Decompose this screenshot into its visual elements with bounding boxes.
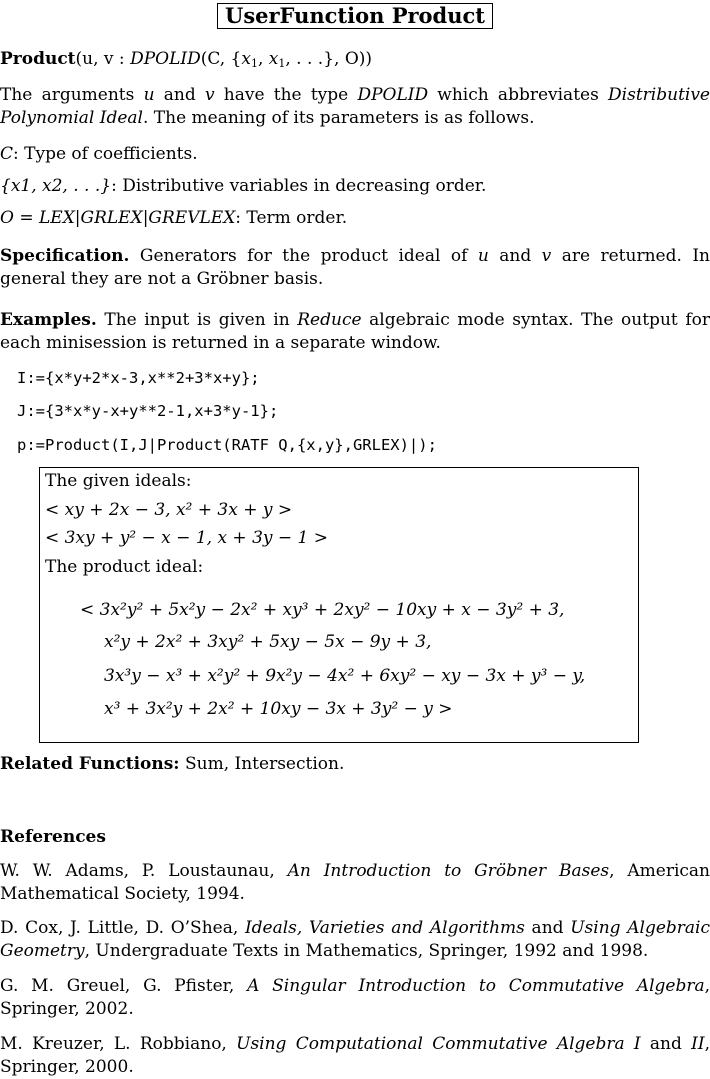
param-term-order: O = LEX|GRLEX|GREVLEX: Term order. <box>0 208 348 228</box>
product-ideal-label: The product ideal: <box>45 557 204 577</box>
function-signature <box>0 48 710 75</box>
related-label: Related Functions: <box>0 754 180 774</box>
ideal-2: < 3xy + y² − x − 1, x + 3y − 1 > <box>45 528 329 548</box>
code-line-1: I:={x*y+2*x-3,x**2+3*x+y}; <box>17 369 260 387</box>
specification-label: Specification. <box>0 246 130 266</box>
examples-label: Examples. <box>0 310 97 330</box>
code-line-2: J:={3*x*y-x+y**2-1,x+3*y-1}; <box>17 402 279 420</box>
ideal-1: < xy + 2x − 3, x² + 3x + y > <box>45 500 293 520</box>
page-title: UserFunction Product <box>217 3 493 29</box>
function-name: Product <box>0 49 76 69</box>
given-ideals-label: The given ideals: <box>45 471 192 491</box>
examples-paragraph: Examples. The input is given in Reduce algebraic mode syntax. The output for each minisession is returned in a separate window. <box>0 310 710 353</box>
signature-args: (u, v : DPOLID(C, {$x_1$, $x_1$, . . .}, O)) <box>75 49 373 70</box>
reference-2: D. Cox, J. Little, D. O’Shea, Ideals, Varieties and Algorithms and Using Algebraic Geometry, Undergraduate Texts in Mathematics, Springer, 1992 and 1998. <box>0 918 710 961</box>
product-line-3: 3x³y − x³ + x²y² + 9x²y − 4x² + 6xy² − xy − 3x + y³ − y, <box>104 666 586 686</box>
product-line-4: x³ + 3x²y + 2x² + 10xy − 3x + 3y² − y > <box>104 699 453 719</box>
references-heading: References <box>0 827 106 847</box>
specification-paragraph: Specification. Generators for the product ideal of u and v are returned. In general they are not a Gröbner basis. <box>0 246 710 289</box>
intro-paragraph: The arguments u and v have the type DPOLID which abbreviates Distributive Polynomial Ideal. The meaning of its parameters is as follows. <box>0 85 710 128</box>
product-line-2: x²y + 2x² + 3xy² + 5xy − 5x − 9y + 3, <box>104 632 432 652</box>
reference-3: G. M. Greuel, G. Pfister, A Singular Introduction to Commutative Algebra, Springer, 2002. <box>0 976 710 1019</box>
param-variables: {x1, x2, . . .}: Distributive variables in decreasing order. <box>0 176 487 196</box>
title-wrap <box>0 3 710 30</box>
output-window <box>39 467 639 743</box>
related-functions: Related Functions: Sum, Intersection. <box>0 754 345 774</box>
reference-1: W. W. Adams, P. Loustaunau, An Introduction to Gröbner Bases, American Mathematical Society, 1994. <box>0 861 710 904</box>
code-line-3: p:=Product(I,J|Product(RATF Q,{x,y},GRLEX)|); <box>17 436 437 454</box>
product-line-1: < 3x²y² + 5x²y − 2x² + xy³ + 2xy² − 10xy + x − 3y² + 3, <box>80 600 565 620</box>
param-coefficients: C: Type of coefficients. <box>0 144 198 164</box>
reference-4: M. Kreuzer, L. Robbiano, Using Computational Commutative Algebra I and II, Springer, 2000. <box>0 1034 710 1077</box>
